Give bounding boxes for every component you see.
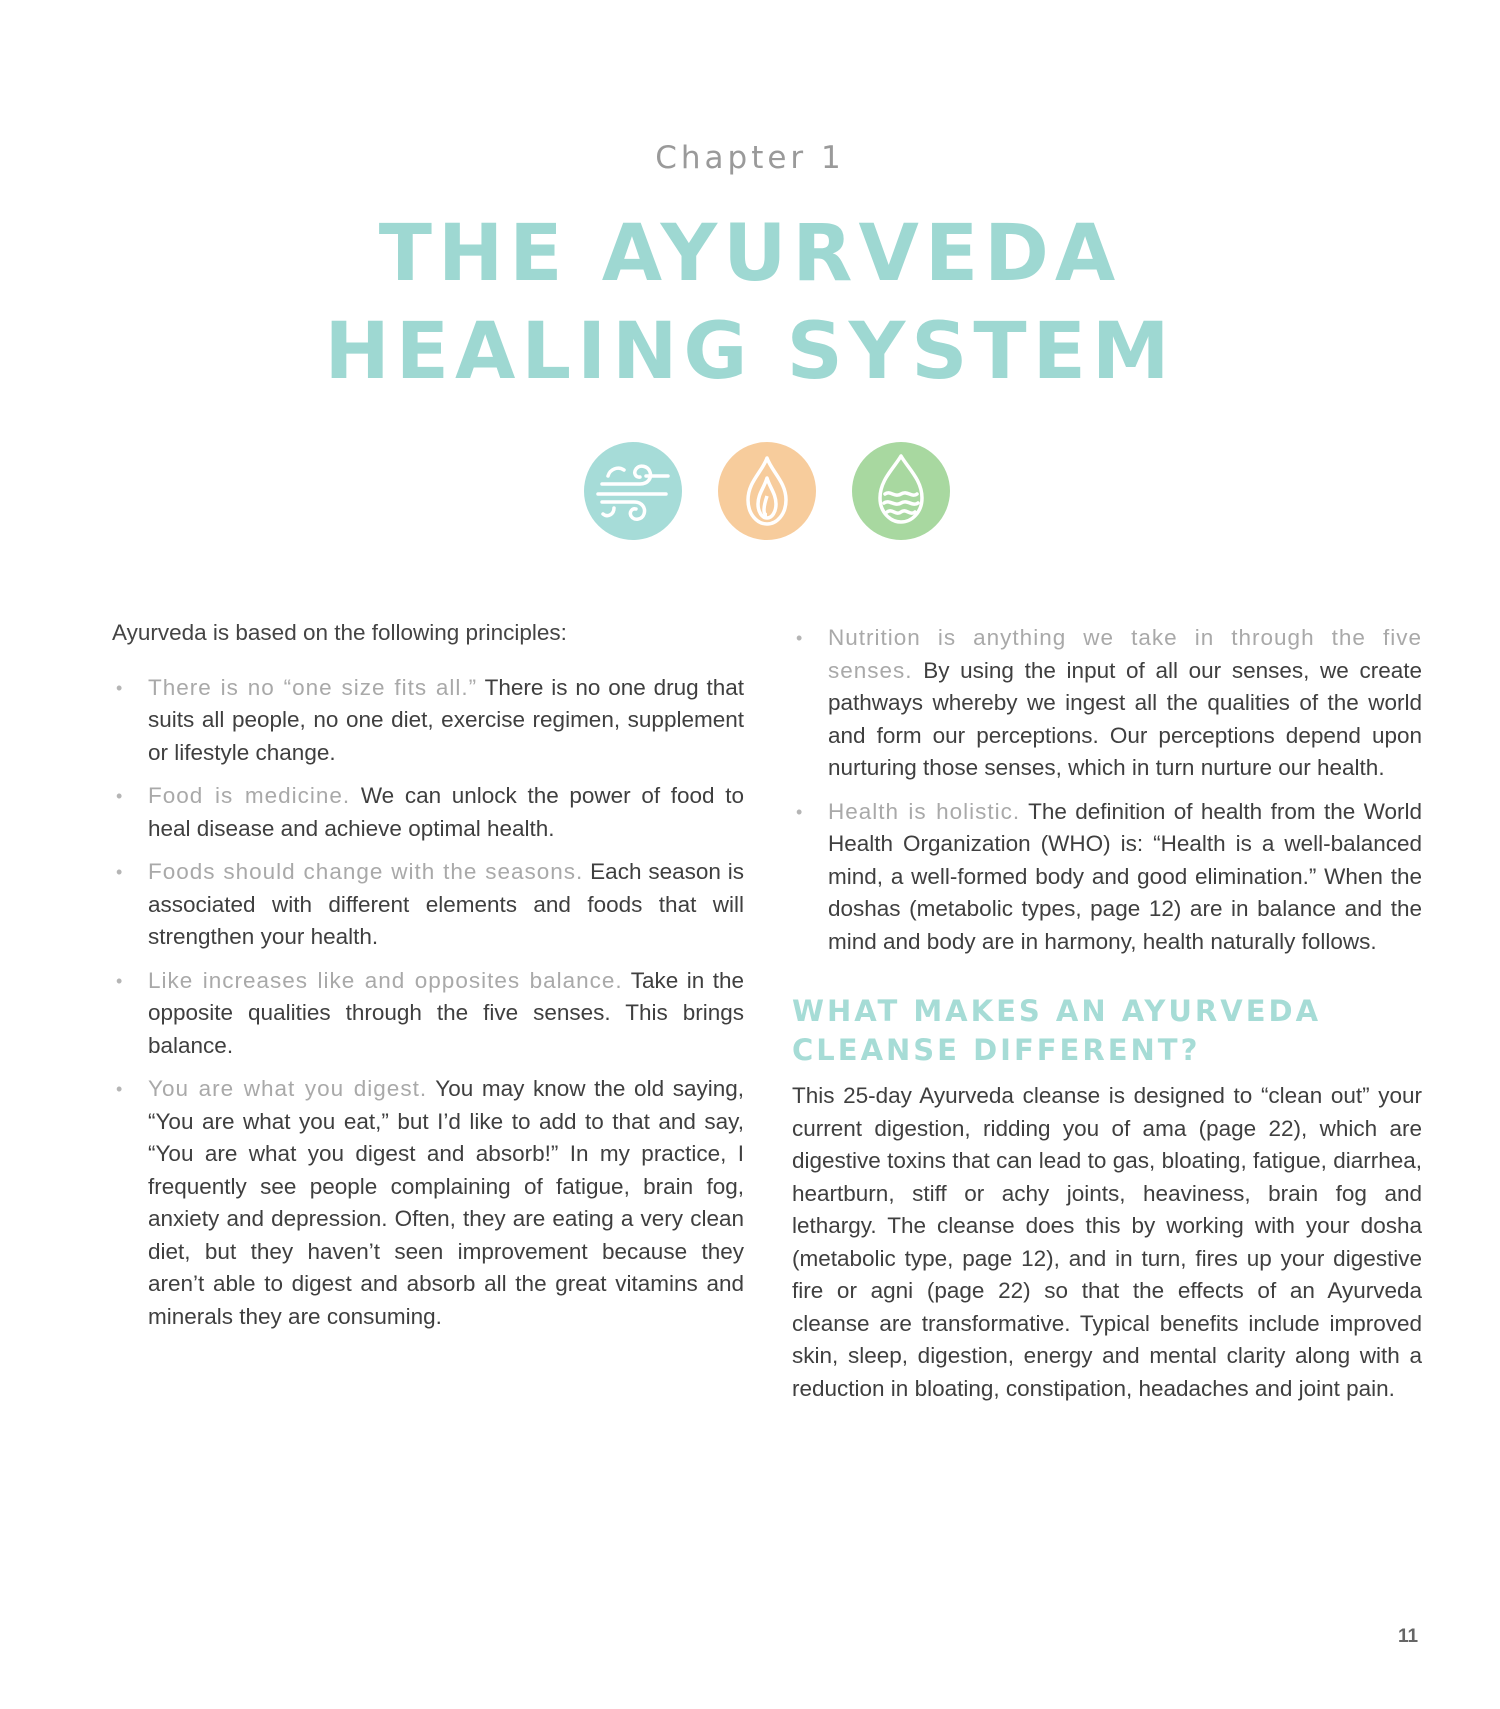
principle-text: By using the input of all our senses, we create pathways whereby we ingest all the qualities of the world and form our perceptions. Our perceptions depend upon nurturing those senses, which in turn nurture our health. [828, 657, 1422, 780]
section-heading-line-2: CLEANSE DIFFERENT? [792, 1033, 1201, 1067]
principle-text: Take in the opposite qualities through the five senses. This brings balance. [148, 967, 745, 1058]
intro-text: Ayurveda is based on the following principles: [112, 620, 567, 645]
chapter-title-line-1: THE AYURVEDA [378, 209, 1122, 299]
chapter-label: Chapter 1 [655, 140, 845, 176]
bullet-icon: • [116, 862, 123, 882]
page-number: 11 [1398, 1626, 1419, 1647]
principle-highlight: Food is medicine. [148, 783, 351, 808]
bullet-icon: • [116, 677, 123, 698]
list-item [792, 622, 1422, 785]
left-column [112, 617, 744, 1344]
bullet-icon: • [796, 801, 803, 822]
bullet-icon: • [116, 970, 123, 991]
principle-highlight: There is no “one size fits all.” [148, 674, 478, 700]
bullet-icon: • [796, 628, 803, 648]
principle-highlight: Foods should change with the seasons. [148, 859, 584, 884]
element-icons [0, 442, 1500, 542]
air-wind-icon [584, 442, 682, 540]
principle-text: You may know the old saying, “You are what you eat,” but I’d like to add to that and say, “You are what you digest and absorb!” In my practice, I frequently see people complaining of fatigue, brain fog, anxiety and depression. Often, they are eating a very clean diet, but they haven’t seen improvement because they aren’t able to digest and absorb all the great vitamins and minerals they are consuming. [148, 1076, 744, 1329]
section-heading [792, 992, 1422, 1070]
list-item [112, 672, 744, 770]
principle-text: Each season is associated with different elements and foods that will strengthen your health. [148, 859, 744, 949]
list-item [112, 856, 744, 954]
water-drop-icon [852, 442, 950, 540]
chapter-title-line-2: HEALING SYSTEM [324, 307, 1176, 397]
section-body: This 25-day Ayurveda cleanse is designed to “clean out” your current digestion, ridding you of ama (page 22), which are digestive toxins that can lead to gas, bloating, fatigue, diarrhea, heartburn, stiff or achy joints, heaviness, brain fog and lethargy. The cleanse does this by working with your dosha (metabolic type, page 12), and in turn, fires up your digestive fire or agni (page 22) so that the effects of an Ayurveda cleanse are transformative. Typical benefits include improved skin, sleep, digestion, energy and mental clarity along with a reduction in bloating, constipation, headaches and joint pain. [792, 1083, 1422, 1401]
section-heading-line-1: WHAT MAKES AN AYURVEDA [792, 994, 1322, 1028]
principles-list-left [112, 672, 744, 1334]
principle-highlight: Nutrition is anything we take in through the five senses. [828, 625, 1422, 683]
list-item [112, 1073, 744, 1333]
principle-highlight: You are what you digest. [148, 1076, 428, 1101]
list-item [112, 780, 744, 845]
list-item [112, 965, 744, 1063]
bullet-icon: • [116, 1079, 123, 1099]
list-item [792, 796, 1422, 959]
principle-highlight: Health is holistic. [828, 798, 1021, 824]
principle-text: The definition of health from the World Health Organization (WHO) is: “Health is a well-balanced mind, a well-formed body and good elimination.” When the doshas (metabolic types, page 12) are in balance and the mind and body are in harmony, health naturally follows. [828, 798, 1422, 954]
chapter-title [0, 205, 1500, 401]
bullet-icon: • [116, 786, 123, 806]
right-column [792, 622, 1422, 1405]
principle-text: We can unlock the power of food to heal disease and achieve optimal health. [148, 783, 744, 841]
principle-text: There is no one drug that suits all people, no one diet, exercise regimen, supplement or lifestyle change. [148, 674, 744, 765]
principle-highlight: Like increases like and opposites balance. [148, 967, 623, 993]
fire-flame-icon [718, 442, 816, 540]
principles-list-right [792, 622, 1422, 958]
